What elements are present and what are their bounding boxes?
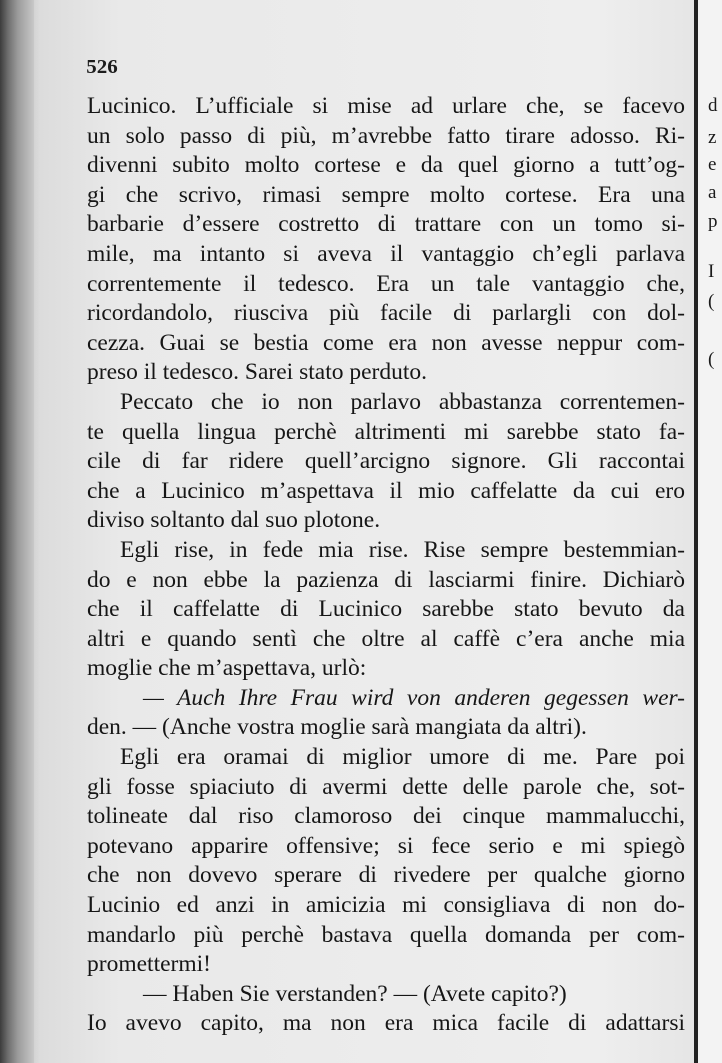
text-line: divenni subito molto cortese e da quel giorno a tutt’og- — [87, 152, 685, 179]
text-line: che il caffelatte di Lucinico sarebbe stato bevuto da — [87, 596, 685, 623]
text-line: che a Lucinico m’aspettava il mio caffelatte da cui ero — [87, 477, 685, 504]
text-line: preso il tedesco. Sarei stato perduto. — [87, 359, 428, 386]
text-line: altri e quando sentì che oltre al caffè c’era anche mia — [87, 625, 685, 652]
text-line: cile di far ridere quell’arcigno signore. Gli raccontai — [87, 448, 685, 475]
text-line: un solo passo di più, m’avrebbe fatto tirare adosso. Ri- — [87, 122, 685, 149]
text-line: barbarie d’essere costretto di trattare con un tomo si- — [87, 211, 685, 238]
text-line: moglie che m’aspettava, urlò: — [87, 655, 367, 682]
text-line: tolineate dal riso clamoroso dei cinque mammalucchi, — [87, 803, 685, 830]
text-line: Egli rise, in fede mia rise. Rise sempre bestemmian- — [120, 536, 685, 563]
text-line: Lucinico. L’ufficiale si mise ad urlare che, se facevo — [87, 93, 685, 119]
text-line: do e non ebbe la pazienza di lasciarmi finire. Dichiarò — [87, 566, 685, 593]
text-line: gli fosse spiaciuto di avermi dette delle parole che, sot- — [87, 773, 685, 800]
text-line: mandarlo più perchè bastava quella domanda per com- — [87, 921, 685, 948]
facing-page-edge — [698, 0, 722, 1063]
facing-page-fragment: ( — [708, 291, 715, 312]
text-line: potevano apparire offensive; si fece serio e mi spiegò — [87, 832, 685, 859]
text-line: cezza. Guai se bestia come era non avesse neppur com- — [87, 329, 685, 356]
german-quote: — Auch Ihre Frau wird von anderen gegessen wer- — [143, 684, 685, 711]
text-line-translation: den. — (Anche vostra moglie sarà mangiata da altri). — [87, 714, 587, 741]
facing-page-fragment: ( — [708, 349, 715, 370]
text-line: che non dovevo sperare di rivedere per qualche giorno — [87, 862, 685, 889]
facing-page-fragment: e — [708, 154, 717, 175]
text-line: Io avevo capito, ma non era mica facile di adattarsi — [87, 1010, 685, 1037]
text-line-german — [87, 684, 685, 714]
page-gutter — [0, 0, 34, 1063]
facing-page-fragment: z — [708, 127, 717, 148]
text-line: Peccato che io non parlavo abbastanza correntemen- — [120, 388, 685, 415]
page-number: 526 — [86, 56, 118, 78]
facing-page-fragment: p — [708, 211, 718, 232]
text-line: te quella lingua perchè altrimenti mi sarebbe stato fa- — [87, 418, 685, 445]
text-line: correntemente il tedesco. Era un tale vantaggio che, — [87, 270, 685, 297]
facing-page-fragment: d — [708, 95, 718, 116]
text-line: diviso soltanto dal suo plotone. — [87, 507, 381, 534]
text-line: Lucinio ed anzi in amicizia mi consigliava di non do- — [87, 892, 685, 919]
text-line: promettermi! — [87, 951, 211, 978]
facing-page-fragment: I — [708, 261, 715, 282]
text-line: Egli era oramai di miglior umore di me. Pare poi — [120, 744, 685, 771]
text-line: ricordandolo, riusciva più facile di parlargli con dol- — [87, 300, 685, 327]
facing-page-fragment: a — [708, 182, 717, 203]
text-line: mile, ma intanto si aveva il vantaggio ch’egli parlava — [87, 240, 685, 267]
text-line: gi che scrivo, rimasi sempre molto cortese. Era una — [87, 181, 685, 208]
text-line-german-question: — Haben Sie verstanden? — (Avete capito?) — [143, 980, 567, 1007]
body-text — [87, 92, 698, 1039]
